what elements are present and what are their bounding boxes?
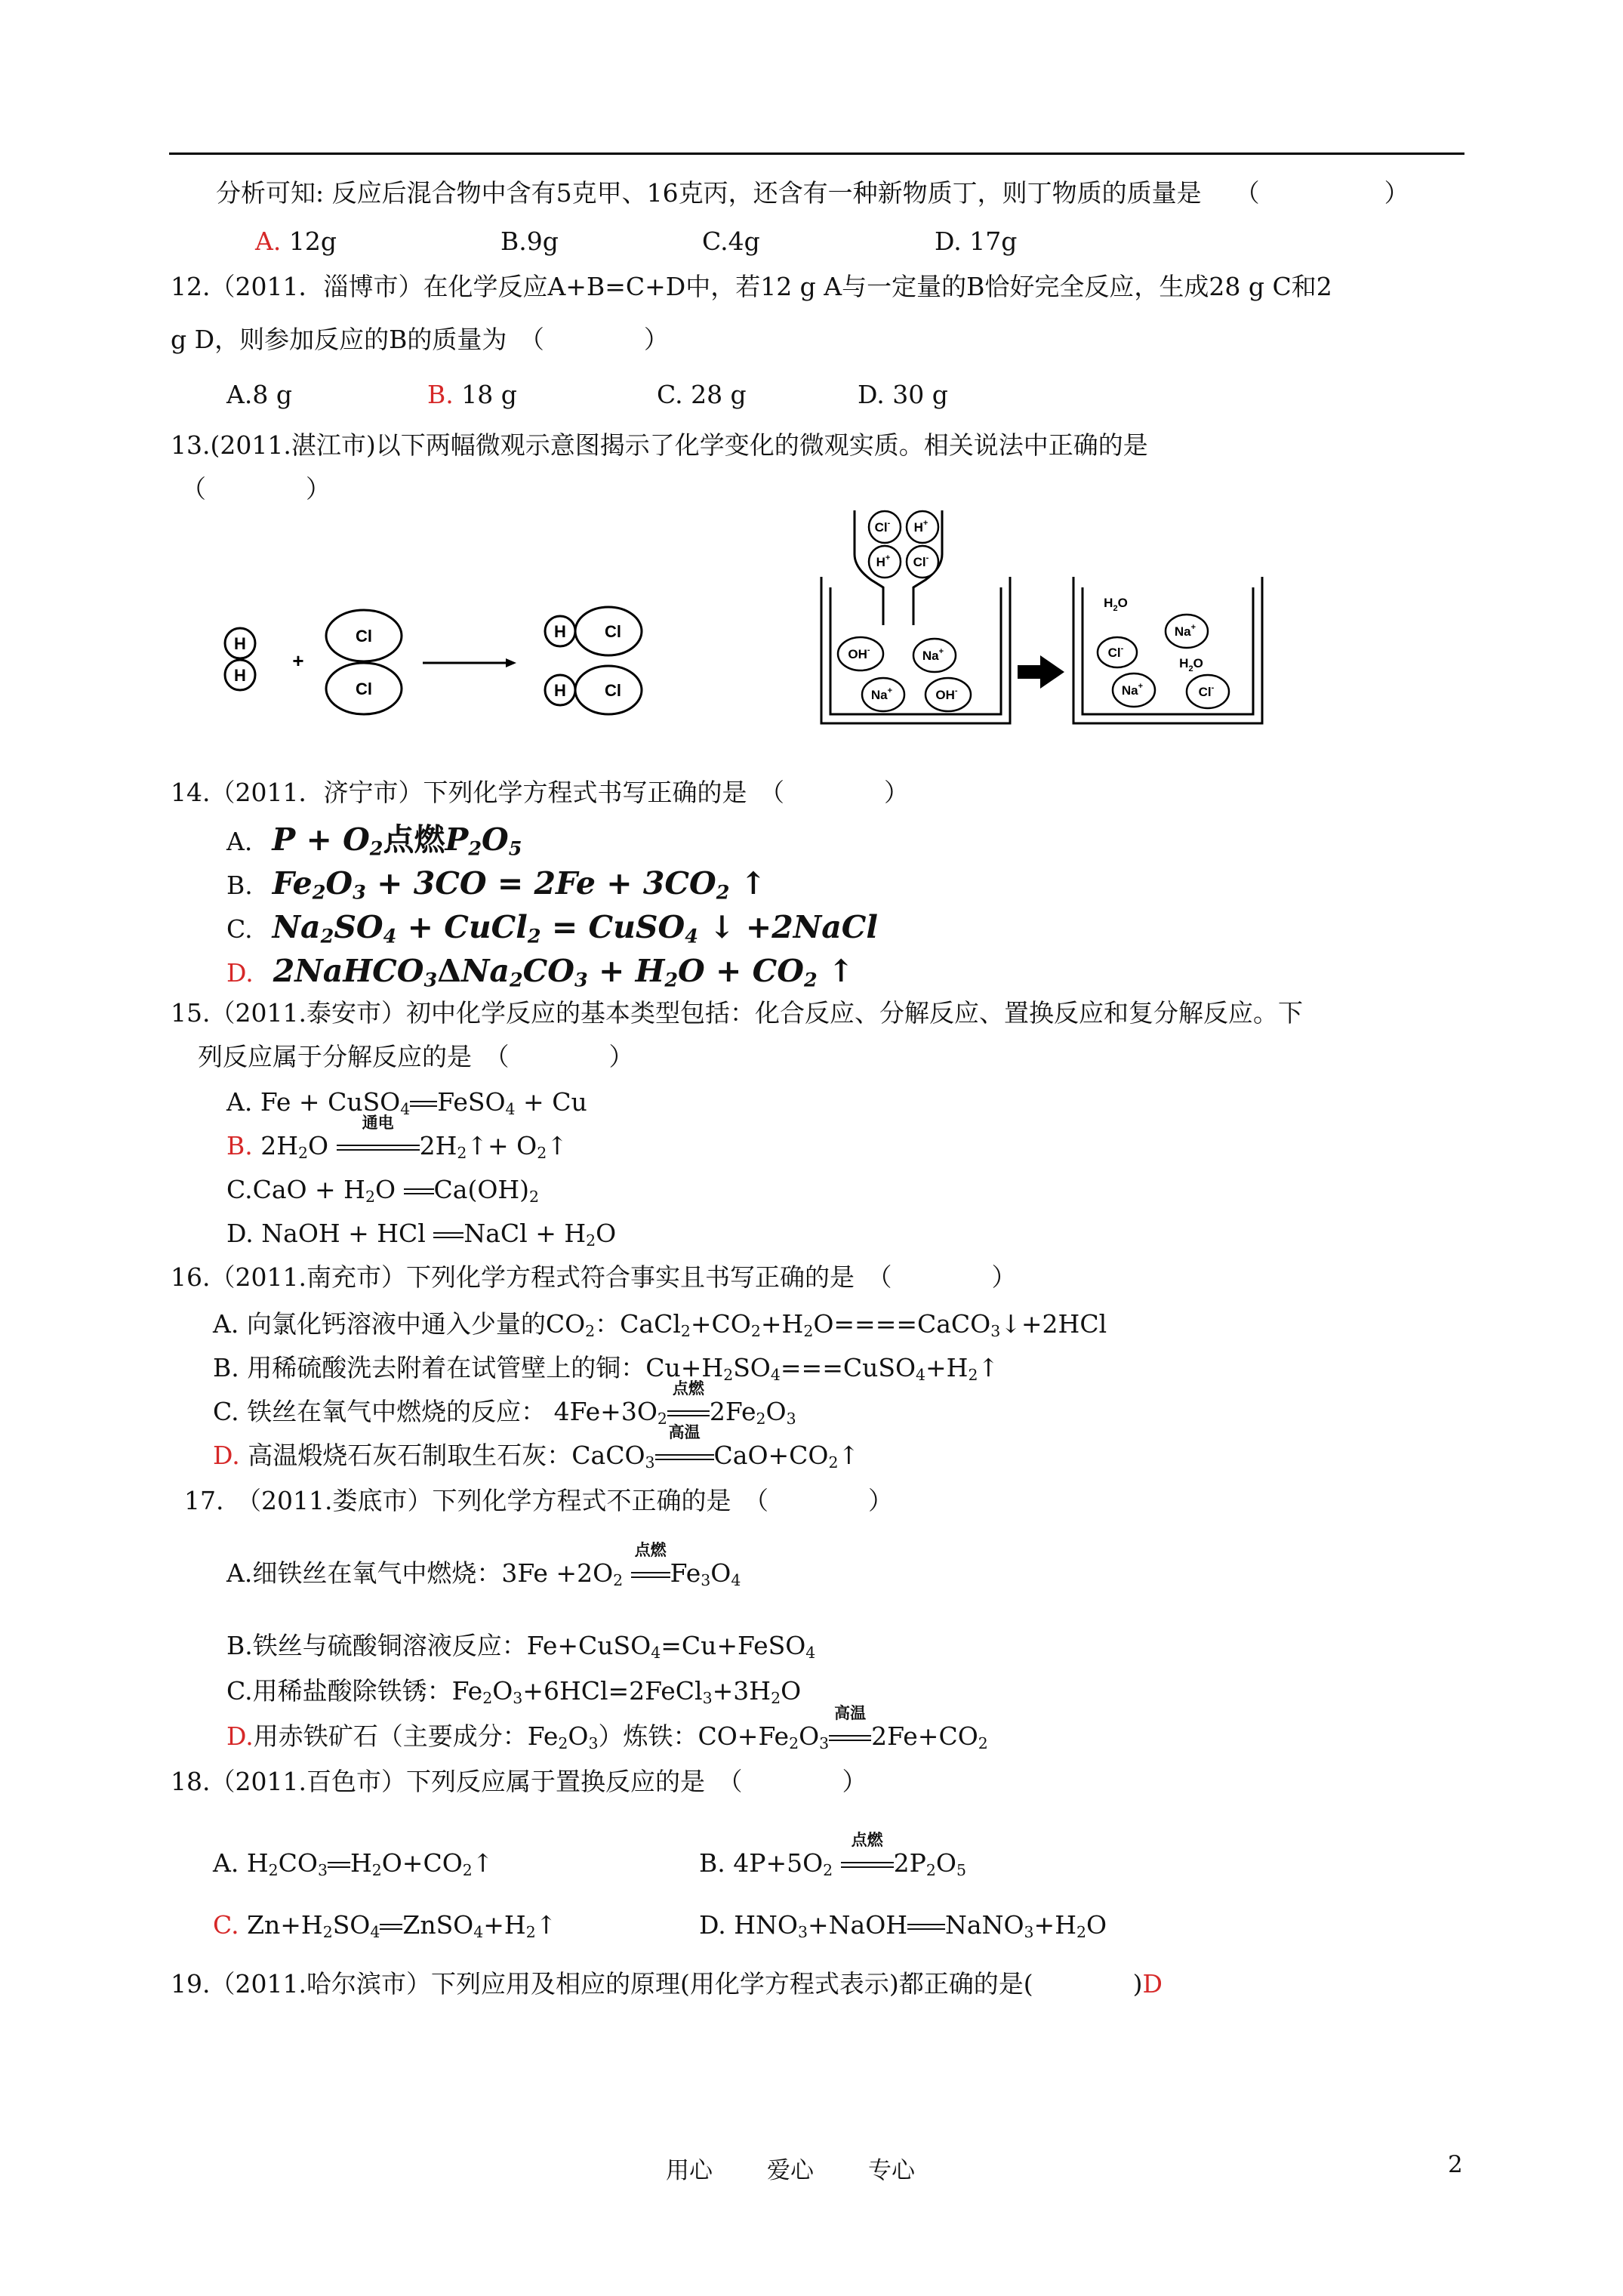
- q12-stem-line1: 12.（2011．淄博市）在化学反应A+B=C+D中，若12 g A与一定量的B恰好完全反应，生成28 g C和2: [171, 272, 1332, 301]
- svg-text:OH-: OH-: [935, 686, 958, 702]
- q15-option-d: D. NaOH + HCl NaCl + $H_2O$: [226, 1219, 617, 1250]
- cl-label-2: Cl: [356, 680, 372, 698]
- q18-option-c: C. $Zn+H_2SO_4$ $ZnSO_4+H_2↑$: [213, 1910, 557, 1942]
- h-label-1: H: [234, 634, 246, 653]
- cl-label-3: Cl: [605, 622, 621, 641]
- q17-stem: 17. （2011.娄底市）下列化学方程式不正确的是 （ ）: [184, 1486, 893, 1515]
- q12-stem-line2: g D，则参加反应的B的质量为 （ ）: [171, 325, 669, 354]
- q17-option-c: C.用稀盐酸除铁锈：$Fe_2O_3+6HCl=2FeCl_3+3H_2O$: [226, 1676, 802, 1708]
- neutralization-diagram: [808, 504, 1276, 731]
- q18-option-a: A. $H_2CO_3$ $H_2O+CO_2↑$: [213, 1848, 494, 1880]
- q12-option-d: D. 30 g: [858, 380, 948, 409]
- footer-motto-1: 用心: [666, 2157, 713, 2184]
- svg-text:Na+: Na+: [1174, 623, 1196, 639]
- q13-stem-line1: 13.(2011.湛江市)以下两幅微观示意图揭示了化学变化的微观实质。相关说法中正确的是: [171, 430, 1148, 460]
- svg-text:Cl-: Cl-: [913, 553, 929, 569]
- svg-text:Cl-: Cl-: [874, 519, 891, 535]
- q11-option-b: B.9g: [500, 227, 559, 256]
- q17-option-d: D.用赤铁矿石（主要成分：$Fe_2O_3$）炼铁：$CO+Fe_2O_3$ 高温 $2Fe+CO_2$: [226, 1703, 988, 1753]
- h-label-4: H: [554, 681, 566, 700]
- reaction-arrow-head: [506, 658, 516, 667]
- svg-text:Na+: Na+: [870, 686, 893, 702]
- svg-text:Na+: Na+: [1121, 682, 1144, 698]
- svg-text:Cl-: Cl-: [1107, 644, 1124, 660]
- q16-option-a: A. 向氯化钙溶液中通入少量的$CO_2$：$CaCl_2+CO_2+H_2O====CaCO_3↓+2HCl$: [213, 1309, 1107, 1341]
- q15-option-b: B. $2H_2O$ 通电 $2H_2↑+$ $O_2↑$: [226, 1113, 568, 1163]
- q19-stem: 19.（2011.哈尔滨市）下列应用及相应的原理(用化学方程式表示)都正确的是( )D: [171, 1969, 1163, 1999]
- q14-stem: 14.（2011．济宁市）下列化学方程式书写正确的是 （ ）: [171, 778, 909, 807]
- svg-text:Cl-: Cl-: [1198, 683, 1215, 699]
- svg-text:H+: H+: [876, 553, 891, 569]
- q18-stem: 18.（2011.百色市）下列反应属于置换反应的是 （ ）: [171, 1767, 867, 1796]
- q14-option-c: C. $Na_2SO_4$ + CuCl$_2$ = CuSO$_4$ ↓ +2NaCl: [226, 909, 878, 948]
- cl-label-1: Cl: [356, 627, 372, 646]
- q11-option-c: C.4g: [702, 227, 760, 256]
- footer-motto-3: 专心: [868, 2157, 915, 2184]
- molecule-reaction-diagram: [211, 596, 664, 732]
- q15-stem-line1: 15.（2011.泰安市）初中化学反应的基本类型包括：化合反应、分解反应、置换反应和复分解反应。下: [171, 998, 1303, 1028]
- q15-option-c: $C.CaO + H_2O$ $Ca(OH)_2$: [226, 1175, 540, 1207]
- q17-option-b: B.铁丝与硫酸铜溶液反应：Fe+CuSO$_4$=Cu+FeSO$_4$: [226, 1631, 816, 1663]
- q12-option-c: C. 28 g: [657, 380, 747, 409]
- bold-arrow-icon: [1018, 655, 1064, 689]
- svg-text:H2O: $H_2O$: [1104, 596, 1128, 613]
- q14-option-a: A. $P + O_2$点燃$P_2O_5$: [226, 821, 522, 860]
- cl-label-4: Cl: [605, 681, 621, 700]
- q18-option-b: B. $4P+5O_2$ 点燃 $2P_2O_5$: [699, 1830, 966, 1880]
- q14-option-d: D. $2NaHCO_3\Delta Na_2CO_3 + H_2O + CO_2$ ↑: [226, 953, 855, 991]
- q16-option-c: C. 铁丝在氧气中燃烧的反应： $4Fe+3O_2$ 点燃 $2Fe_2O_3$: [213, 1379, 796, 1428]
- q14-option-b: B. $Fe_2O_3 + 3CO = 2Fe + 3CO_2$ ↑: [226, 865, 767, 904]
- q11-stem: 分析可知: 反应后混合物中含有5克甲、16克丙，还含有一种新物质丁，则丁物质的质量是 （ ）: [216, 178, 1409, 208]
- svg-text:H2O: $H_2O$: [1179, 656, 1203, 673]
- q13-stem-line2: （ ）: [181, 474, 331, 504]
- h-label-3: H: [554, 622, 566, 641]
- q16-stem: 16.（2011.南充市）下列化学方程式符合事实且书写正确的是 （ ）: [171, 1262, 1017, 1292]
- q19-answer: D: [1142, 1969, 1163, 1999]
- q12-option-a: A.8 g: [226, 380, 292, 409]
- q11-option-a: A. 12g: [255, 227, 337, 256]
- q17-option-a: A.细铁丝在氧气中燃烧：$3Fe +2O_2$ 点燃 $Fe_3O_4$: [226, 1540, 741, 1590]
- h-label-2: H: [234, 666, 246, 685]
- q12-option-b: B. 18 g: [427, 380, 517, 409]
- q15-stem-line2: 列反应属于分解反应的是 （ ）: [198, 1042, 634, 1071]
- svg-text:Na+: Na+: [922, 647, 944, 663]
- svg-text:OH-: OH-: [848, 646, 870, 661]
- q15-option-a: A. Fe + CuSO$_4$ FeSO$_4$ + Cu: [226, 1087, 587, 1119]
- plus-sign: +: [292, 649, 304, 672]
- svg-text:H+: H+: [913, 519, 929, 535]
- q16-option-d: D. 高温煅烧石灰石制取生石灰：CaCO$_3$ 高温 $CaO+CO_2↑$: [213, 1422, 860, 1472]
- footer-motto-2: 爱心: [767, 2157, 814, 2184]
- page-number: 2: [1448, 2151, 1463, 2178]
- q11-option-d: D. 17g: [935, 227, 1018, 256]
- header-rule: [169, 153, 1464, 155]
- q18-option-d: D. $HNO_3+NaOH$ $NaNO_3+H_2O$: [699, 1910, 1107, 1942]
- q16-option-b: B. 用稀硫酸洗去附着在试管壁上的铜：$Cu+H_2SO_4===CuSO_4+H_2↑$: [213, 1353, 999, 1385]
